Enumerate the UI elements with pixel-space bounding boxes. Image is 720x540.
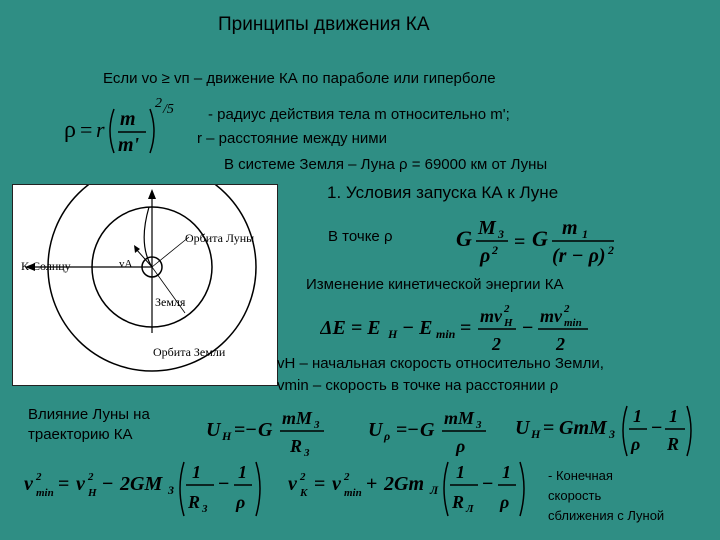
svg-text:v: v — [24, 473, 33, 495]
svg-text:U: U — [515, 417, 530, 439]
svg-text:m': m' — [118, 134, 140, 155]
orbit-diagram — [12, 184, 278, 386]
delta-e-formula — [320, 300, 610, 361]
svg-text:2: 2 — [155, 96, 162, 111]
svg-text:2: 2 — [492, 243, 498, 257]
svg-text:ρ: ρ — [64, 117, 76, 143]
svg-text:−: − — [651, 417, 663, 439]
svg-text:R: R — [452, 492, 465, 512]
svg-text:H: H — [222, 429, 232, 443]
svg-text:min: min — [344, 487, 362, 499]
final-note-line1: - Конечная — [548, 468, 613, 483]
label-moon-orbit: Орбита Луны — [185, 231, 255, 245]
svg-text:3: 3 — [498, 227, 504, 241]
svg-text:2: 2 — [36, 471, 42, 483]
svg-text:U: U — [206, 419, 221, 441]
svg-text:mv: mv — [540, 306, 562, 326]
svg-text:2: 2 — [556, 334, 565, 354]
final-note-line3: сближения с Луной — [548, 508, 665, 523]
svg-text:(r − ρ): (r − ρ) — [552, 245, 606, 267]
svg-text:R: R — [290, 436, 303, 456]
svg-text:=: = — [314, 473, 326, 495]
svg-text:U: U — [368, 419, 383, 441]
svg-text:ΔE = E: ΔE = E — [320, 317, 381, 339]
svg-text:H: H — [88, 487, 97, 499]
radius-desc-line2: r – расстояние между ними — [197, 130, 387, 147]
svg-text:mM: mM — [444, 408, 475, 428]
svg-text:−: − — [522, 317, 534, 339]
svg-text:3: 3 — [202, 503, 208, 515]
svg-text:2: 2 — [88, 471, 94, 483]
svg-text:2: 2 — [300, 471, 306, 483]
moon-influence-line1: Влияние Луны на — [28, 406, 150, 423]
svg-text:min: min — [436, 327, 456, 341]
svg-text:ρ: ρ — [384, 429, 391, 443]
svg-text:2: 2 — [564, 303, 570, 315]
svg-text:m: m — [120, 108, 136, 130]
svg-text:=: = — [80, 117, 93, 142]
svg-text:R: R — [188, 492, 201, 512]
at-point-text: В точке ρ — [328, 228, 393, 245]
svg-text:/5: /5 — [163, 102, 174, 117]
svg-text:3: 3 — [304, 447, 310, 459]
svg-text:2: 2 — [344, 471, 350, 483]
svg-text:H: H — [388, 327, 398, 341]
rho-formula — [62, 95, 182, 160]
svg-text:=: = — [58, 473, 70, 495]
svg-text:v: v — [332, 473, 341, 495]
svg-text:1: 1 — [502, 462, 511, 482]
svg-text:ρ: ρ — [236, 492, 246, 512]
svg-text:1: 1 — [582, 227, 588, 241]
svg-text:=: = — [543, 417, 555, 439]
svg-text:R: R — [667, 434, 680, 454]
svg-text:v: v — [76, 473, 85, 495]
svg-text:2Gm: 2Gm — [384, 473, 424, 495]
final-note-line2: скорость — [548, 488, 602, 503]
svg-text:H: H — [531, 427, 541, 441]
svg-text:GmM: GmM — [559, 417, 607, 439]
earth-moon-text: В системе Земля – Луна ρ = 69000 км от Луны — [224, 156, 548, 173]
vh-desc-line1: vH – начальная скорость относительно Земли, — [277, 355, 604, 372]
page-title: Принципы движения КА — [218, 14, 430, 35]
svg-text:3: 3 — [476, 419, 482, 431]
potential-uh-difference-formula — [515, 400, 695, 465]
moon-influence-line2: траекторию КА — [28, 426, 133, 443]
svg-text:min: min — [36, 487, 54, 499]
svg-text:G: G — [420, 419, 435, 441]
svg-text:1: 1 — [633, 406, 642, 426]
svg-text:2: 2 — [492, 334, 501, 354]
svg-text:3: 3 — [609, 427, 615, 441]
svg-text:3: 3 — [168, 483, 174, 497]
svg-text:1: 1 — [669, 406, 678, 426]
svg-text:m: m — [562, 217, 578, 239]
svg-text:2: 2 — [608, 243, 614, 257]
svg-text:v: v — [288, 473, 297, 495]
section-heading: 1. Условия запуска КА к Луне — [327, 183, 559, 202]
label-to-sun: К Солнцу — [21, 259, 71, 273]
svg-text:G: G — [456, 226, 472, 251]
svg-text:2GM: 2GM — [120, 473, 163, 495]
svg-text:G: G — [532, 226, 548, 251]
svg-text:3: 3 — [314, 419, 320, 431]
kinetic-change-text: Изменение кинетической энергии КА — [306, 276, 564, 293]
radius-desc-line1: - радиус действия тела m относительно m'; — [208, 106, 510, 123]
intro-text: Если vo ≥ vп – движение КА по параболе или гиперболе — [103, 70, 496, 87]
vh-desc-line2: vmin – скорость в точке на расстоянии ρ — [277, 377, 559, 394]
svg-text:mv: mv — [480, 306, 502, 326]
label-earth: Земля — [155, 295, 186, 309]
svg-text:G: G — [258, 419, 273, 441]
svg-text:+: + — [366, 473, 378, 495]
svg-text:=−: =− — [234, 419, 257, 441]
svg-text:ρ: ρ — [500, 492, 510, 512]
svg-text:ρ: ρ — [631, 434, 641, 454]
gravity-balance-formula — [456, 212, 626, 277]
svg-text:=−: =− — [396, 419, 419, 441]
svg-text:K: K — [300, 487, 308, 499]
svg-text:2: 2 — [504, 303, 510, 315]
svg-text:Л: Л — [466, 503, 474, 515]
svg-text:1: 1 — [456, 462, 465, 482]
svg-text:=: = — [460, 317, 472, 339]
svg-text:−: − — [102, 473, 114, 495]
svg-text:r: r — [96, 117, 105, 142]
svg-text:mM: mM — [282, 408, 313, 428]
svg-text:−: − — [482, 473, 494, 495]
svg-text:1: 1 — [238, 462, 247, 482]
label-va: vA — [119, 258, 133, 270]
vmin-formula — [24, 456, 274, 525]
svg-text:min: min — [564, 317, 582, 329]
svg-text:1: 1 — [192, 462, 201, 482]
svg-text:Л: Л — [430, 483, 439, 497]
vk-formula — [288, 456, 538, 525]
svg-text:− E: − E — [402, 317, 433, 339]
svg-text:−: − — [218, 473, 230, 495]
svg-text:=: = — [514, 231, 526, 253]
label-earth-orbit: Орбита Земли — [153, 345, 226, 359]
svg-text:ρ: ρ — [456, 436, 466, 456]
svg-text:ρ: ρ — [480, 245, 491, 267]
svg-text:M: M — [478, 217, 496, 239]
svg-text:H: H — [504, 317, 513, 329]
